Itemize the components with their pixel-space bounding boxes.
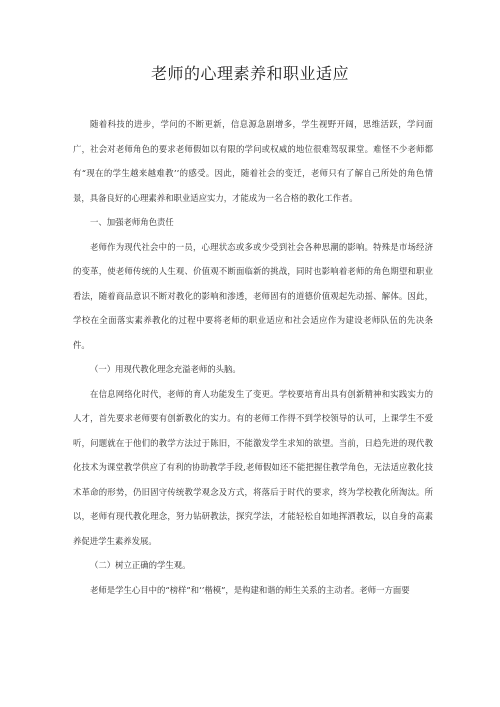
document-body (73, 112, 433, 602)
section-1-paragraph: 老师作为现代社会中的一员，心理状态或多或少受到社会各种思潮的影响。特殊是市场经济的变革，使老师传统的人生观、价值观不断面临新的挑战，同时也影响着老师的角色期望和职业看法，随着商品意识不断对教化的影响和渗透，老师固有的道德价值观起先动摇、解体。因此，学校在全面落实素养教化的过程中要将老师的职业适应和社会适应作为建设老师队伍的先决条件。 (73, 241, 433, 350)
subsection-1-paragraph: 在信息网络化时代，老师的育人功能发生了变更。学校要培育出具有创新精神和实践实力的人才，首先要求老师要有创新教化的实力。有的老师工作得不到学校领导的认可，上课学生不爱听，问题就在于他们的教学方法过于陈旧，不能激发学生求知的欲望。当前，日趋先进的现代教化技术为课堂教学供应了有利的协助教学手段,老师假如还不能把握住教学角色，无法适应教化技术革命的形势，仍旧固守传统教学观念及方式，将落后于时代的要求，终为学校教化所淘汰。所以，老师有现代教化理念，努力钻研教法，探究学法，才能轻松自如地挥洒教坛，以自身的高素养促进学生素养发展。 (73, 388, 433, 546)
subsection-heading-1: （一）用现代教化理念充溢老师的头脑。 (90, 364, 241, 374)
document-title: 老师的心理素养和职业适应 (150, 64, 349, 83)
subsection-2-paragraph: 老师是学生心目中的“榜样”和‘’楷模”，是构建和谐的师生关系的主动者。老师一方面要 (90, 584, 410, 595)
section-heading-1: 一、加强老师角色责任 (90, 217, 174, 227)
subsection-heading-2: （二）树立正确的学生观。 (90, 560, 191, 570)
intro-paragraph: 随着科技的进步，学问的不断更新，信息源急剧增多，学生视野开阔，思维活跃，学问面广，社会对老师角色的要求老师假如以有限的学问或权威的地位很难驾驭课堂。难怪不少老师都有“现在的学生越来越难教’’的感受。因此，随着社会的变迁，老师只有了解自己所处的角色情景，具备良好的心理素养和职业适应实力，才能成为一名合格的教化工作者。 (73, 119, 433, 203)
